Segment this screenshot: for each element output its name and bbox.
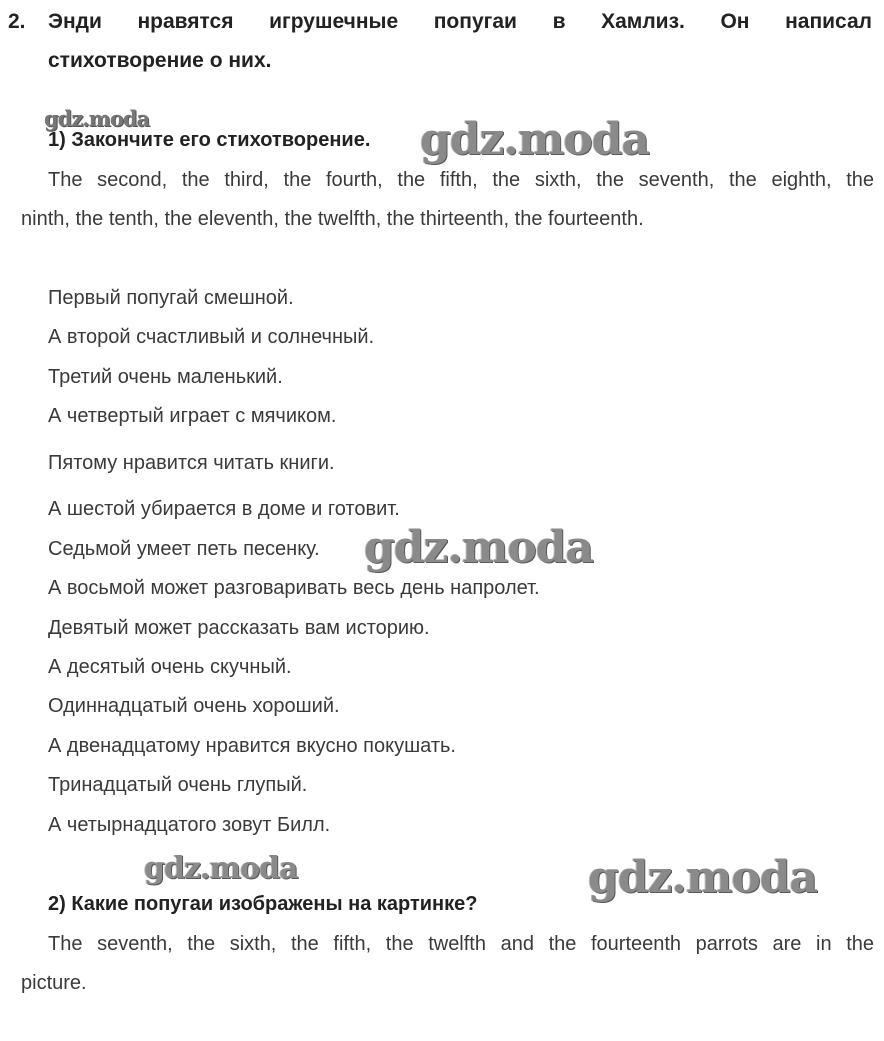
poem-line: А четырнадцатого зовут Билл. xyxy=(48,814,331,836)
watermark-logo: gdz.moda xyxy=(144,851,298,886)
poem-line: Пятому нравится читать книги. xyxy=(48,452,335,474)
task-number: 2. xyxy=(8,10,26,33)
part1-heading: 1) Закончите его стихотворение. xyxy=(48,129,371,151)
poem-line: Третий очень маленький. xyxy=(48,366,283,388)
poem-line: А четвертый играет с мячиком. xyxy=(48,405,337,427)
watermark-logo: gdz.moda xyxy=(420,114,650,165)
watermark-logo: gdz.moda xyxy=(44,106,150,131)
poem-line: А шестой убирается в доме и готовит. xyxy=(48,498,400,520)
part2-answer-line2: picture. xyxy=(21,972,87,994)
part2-answer-line1: The seventh, the sixth, the fifth, the twelfth and the fourteenth parrots are in the xyxy=(48,933,874,955)
task-text-line1: Энди нравятся игрушечные попугаи в Хамлиз. Он написал xyxy=(48,10,872,33)
watermark-logo: gdz.moda xyxy=(364,522,594,573)
poem-line: Первый попугай смешной. xyxy=(48,287,294,309)
part1-answer-line2: ninth, the tenth, the eleventh, the twelfth, the thirteenth, the fourteenth. xyxy=(21,208,644,230)
poem-line: А второй счастливый и солнечный. xyxy=(48,326,375,348)
poem-line: Седьмой умеет петь песенку. xyxy=(48,538,320,560)
task-text-line2: стихотворение о них. xyxy=(48,49,272,72)
poem-line: А десятый очень скучный. xyxy=(48,656,292,678)
poem-line: А двенадцатому нравится вкусно покушать. xyxy=(48,735,456,757)
poem-line: Девятый может рассказать вам историю. xyxy=(48,617,430,639)
poem-line: Одиннадцатый очень хороший. xyxy=(48,695,340,717)
watermark-logo: gdz.moda xyxy=(588,852,818,903)
poem-line: Тринадцатый очень глупый. xyxy=(48,774,308,796)
part1-answer-line1: The second, the third, the fourth, the fifth, the sixth, the seventh, the eighth, the xyxy=(48,169,874,191)
part2-heading: 2) Какие попугаи изображены на картинке? xyxy=(48,893,478,915)
poem-line: А восьмой может разговаривать весь день напролет. xyxy=(48,577,540,599)
